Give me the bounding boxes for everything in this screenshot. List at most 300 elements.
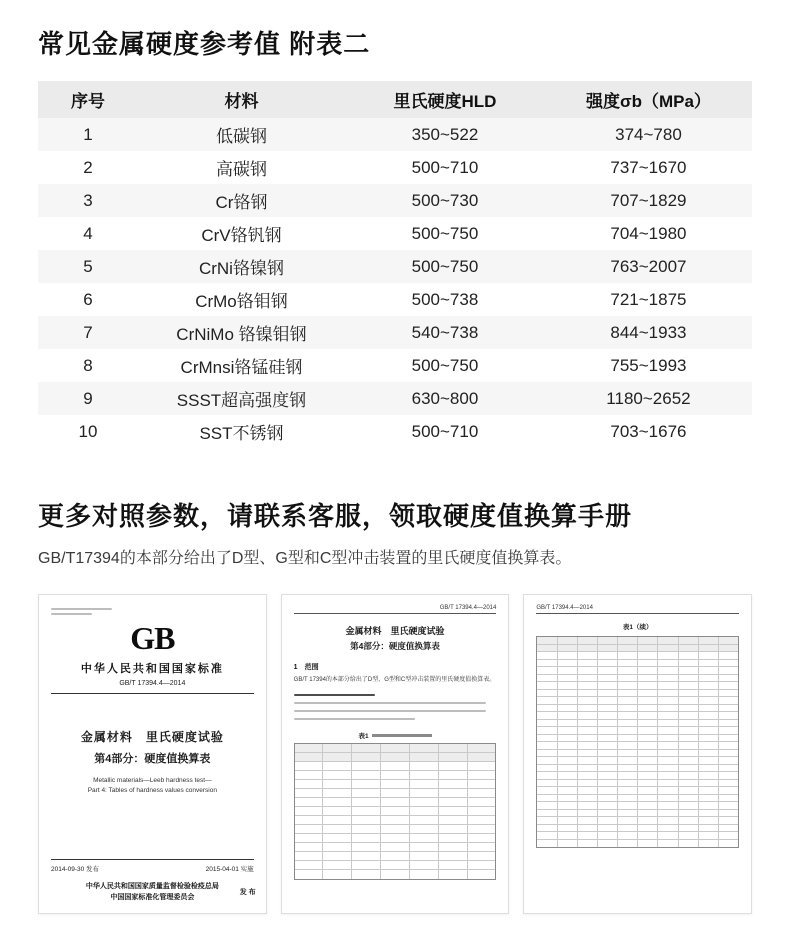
grid-cell — [598, 705, 618, 713]
grid-cell — [537, 795, 557, 803]
grid-cell — [719, 667, 738, 675]
grid-cell — [638, 742, 658, 750]
grid-cell — [439, 861, 468, 870]
cover-implement-date: 2015-04-01 实施 — [205, 865, 254, 873]
table-cell: SST不锈钢 — [138, 415, 345, 448]
grid-cell — [638, 765, 658, 773]
grid-cell — [658, 705, 678, 713]
grid-cell — [558, 667, 578, 675]
promo-heading: 更多对照参数，请联系客服，领取硬度值换算手册 — [38, 501, 633, 531]
grid-cell — [658, 795, 678, 803]
grid-row — [295, 798, 496, 807]
grid-cell — [719, 735, 738, 743]
grid-row — [537, 832, 738, 840]
grid-row — [537, 780, 738, 788]
caption-text-placeholder — [372, 734, 432, 737]
grid-cell — [679, 735, 699, 743]
grid-cell — [658, 697, 678, 705]
grid-cell — [352, 807, 381, 816]
grid-cell — [578, 660, 598, 668]
grid-cell — [699, 667, 719, 675]
grid-cell — [719, 810, 738, 818]
grid-cell — [352, 753, 381, 762]
grid-cell — [719, 637, 738, 645]
grid-row — [295, 762, 496, 771]
grid-cell — [558, 832, 578, 840]
grid-cell — [352, 852, 381, 861]
grid-cell — [381, 825, 410, 834]
grid-cell — [578, 727, 598, 735]
grid-cell — [638, 675, 658, 683]
grid-cell — [439, 771, 468, 780]
table-cell: 630~800 — [345, 382, 545, 415]
grid-row — [537, 667, 738, 675]
cover-issuer-1: 中华人民共和国国家质量监督检验检疫总局 — [85, 882, 219, 890]
grid-cell — [537, 720, 557, 728]
table-1-continued-label: 表1（续） — [622, 624, 653, 631]
grid-cell — [618, 712, 638, 720]
grid-cell — [679, 682, 699, 690]
grid-cell — [699, 705, 719, 713]
grid-cell — [638, 682, 658, 690]
grid-cell — [381, 744, 410, 753]
grid-cell — [468, 780, 496, 789]
grid-cell — [381, 798, 410, 807]
cover-title-en — [51, 776, 254, 797]
grid-cell — [537, 772, 557, 780]
grid-cell — [295, 852, 324, 861]
table-cell: 1 — [38, 118, 138, 151]
grid-cell — [658, 667, 678, 675]
grid-cell — [598, 787, 618, 795]
page-title: 常见金属硬度参考值 附表二 — [38, 29, 371, 59]
grid-cell — [295, 816, 324, 825]
grid-cell — [598, 772, 618, 780]
grid-cell — [323, 753, 352, 762]
grid-cell — [537, 727, 557, 735]
cover-title-cn-1: 金属材料 里氏硬度试验 — [80, 730, 224, 744]
grid-cell — [323, 843, 352, 852]
inner-title-cn-1: 金属材料 里氏硬度试验 — [345, 626, 445, 636]
grid-cell — [618, 765, 638, 773]
conversion-table-grid — [294, 743, 497, 880]
grid-cell — [719, 652, 738, 660]
grid-cell — [658, 637, 678, 645]
grid-cell — [558, 735, 578, 743]
cover-title-block — [51, 728, 254, 797]
grid-cell — [719, 795, 738, 803]
grid-cell — [352, 744, 381, 753]
grid-cell — [578, 795, 598, 803]
grid-row — [295, 753, 496, 762]
grid-cell — [699, 682, 719, 690]
grid-row — [537, 705, 738, 713]
grid-cell — [638, 720, 658, 728]
hardness-table-head — [38, 81, 752, 118]
grid-cell — [439, 807, 468, 816]
cover-standard-label: 中华人民共和国国家标准 — [80, 663, 224, 675]
grid-cell — [558, 637, 578, 645]
grid-cell — [719, 682, 738, 690]
grid-cell — [558, 727, 578, 735]
grid-cell — [638, 772, 658, 780]
table-cell: Cr铬钢 — [138, 184, 345, 217]
grid-cell — [719, 720, 738, 728]
grid-row — [537, 787, 738, 795]
grid-cell — [658, 727, 678, 735]
grid-cell — [323, 798, 352, 807]
grid-cell — [699, 817, 719, 825]
cover-title-en-2: Part 4: Tables of hardness values conversion — [87, 787, 217, 795]
grid-cell — [719, 780, 738, 788]
grid-cell — [323, 744, 352, 753]
grid-cell — [618, 652, 638, 660]
grid-cell — [638, 697, 658, 705]
grid-row — [295, 807, 496, 816]
grid-cell — [439, 780, 468, 789]
column-header: 里氏硬度HLD — [345, 81, 545, 118]
grid-cell — [410, 807, 439, 816]
section-1-text: GB/T 17394的本部分给出了D型、G型和C型冲击装置的里氏硬度值换算表。 — [293, 677, 496, 683]
grid-cell — [537, 787, 557, 795]
grid-cell — [410, 744, 439, 753]
grid-row — [537, 810, 738, 818]
grid-cell — [638, 810, 658, 818]
table-cell: 10 — [38, 415, 138, 448]
grid-cell — [323, 807, 352, 816]
grid-cell — [537, 765, 557, 773]
grid-cell — [658, 690, 678, 698]
grid-cell — [699, 735, 719, 743]
grid-cell — [295, 807, 324, 816]
grid-cell — [537, 705, 557, 713]
grid-cell — [699, 645, 719, 653]
cover-title-cn-2: 第4部分：硬度值换算表 — [94, 753, 211, 765]
grid-cell — [323, 816, 352, 825]
grid-cell — [578, 742, 598, 750]
grid-cell — [537, 652, 557, 660]
grid-row — [295, 780, 496, 789]
grid-row — [537, 765, 738, 773]
grid-cell — [699, 765, 719, 773]
grid-cell — [598, 667, 618, 675]
grid-cell — [578, 667, 598, 675]
grid-cell — [578, 637, 598, 645]
grid-cell — [295, 870, 324, 879]
grid-cell — [323, 825, 352, 834]
cover-issuers — [51, 881, 254, 903]
grid-cell — [323, 780, 352, 789]
grid-row — [537, 652, 738, 660]
grid-cell — [558, 705, 578, 713]
grid-cell — [352, 762, 381, 771]
grid-cell — [699, 757, 719, 765]
grid-cell — [658, 735, 678, 743]
grid-cell — [558, 712, 578, 720]
grid-cell — [679, 667, 699, 675]
grid-cell — [658, 675, 678, 683]
grid-cell — [468, 771, 496, 780]
grid-cell — [699, 720, 719, 728]
grid-cell — [439, 870, 468, 879]
grid-cell — [558, 652, 578, 660]
grid-cell — [558, 810, 578, 818]
grid-cell — [295, 861, 324, 870]
grid-cell — [699, 675, 719, 683]
table-cell: 704~1980 — [545, 217, 752, 250]
grid-cell — [578, 750, 598, 758]
grid-cell — [658, 787, 678, 795]
table-cell: 高碳钢 — [138, 151, 345, 184]
grid-cell — [658, 765, 678, 773]
grid-cell — [679, 652, 699, 660]
grid-cell — [410, 798, 439, 807]
grid-row — [537, 637, 738, 645]
grid-cell — [598, 712, 618, 720]
grid-cell — [598, 780, 618, 788]
grid-cell — [658, 817, 678, 825]
table-cell: 9 — [38, 382, 138, 415]
grid-cell — [468, 762, 496, 771]
grid-cell — [381, 771, 410, 780]
grid-row — [295, 825, 496, 834]
grid-cell — [618, 780, 638, 788]
grid-cell — [598, 750, 618, 758]
text-line — [294, 702, 487, 704]
grid-cell — [381, 762, 410, 771]
grid-cell — [598, 802, 618, 810]
grid-cell — [618, 690, 638, 698]
grid-cell — [658, 742, 678, 750]
grid-cell — [381, 861, 410, 870]
grid-cell — [323, 852, 352, 861]
column-header: 材料 — [138, 81, 345, 118]
grid-row — [295, 789, 496, 798]
grid-cell — [381, 807, 410, 816]
cover-issue-date: 2014-09-30 发布 — [51, 865, 100, 873]
grid-cell — [638, 757, 658, 765]
grid-cell — [618, 697, 638, 705]
grid-cell — [352, 825, 381, 834]
grid-cell — [558, 817, 578, 825]
grid-cell — [352, 816, 381, 825]
table-cell: 707~1829 — [545, 184, 752, 217]
grid-cell — [537, 690, 557, 698]
grid-cell — [679, 825, 699, 833]
grid-row — [537, 802, 738, 810]
grid-row — [537, 690, 738, 698]
grid-cell — [381, 852, 410, 861]
inner-title — [294, 624, 497, 652]
grid-cell — [468, 825, 496, 834]
grid-cell — [295, 753, 324, 762]
table-cell: CrV铬钒钢 — [138, 217, 345, 250]
grid-cell — [658, 825, 678, 833]
grid-cell — [578, 832, 598, 840]
grid-cell — [410, 852, 439, 861]
grid-cell — [679, 675, 699, 683]
grid-cell — [699, 697, 719, 705]
inner-title-cn-2: 第4部分：硬度值换算表 — [350, 641, 440, 651]
grid-cell — [719, 787, 738, 795]
grid-cell — [578, 712, 598, 720]
grid-cell — [679, 772, 699, 780]
grid-cell — [638, 795, 658, 803]
table-cell: CrMnsi铬锰硅钢 — [138, 349, 345, 382]
grid-cell — [578, 735, 598, 743]
grid-cell — [638, 667, 658, 675]
grid-cell — [439, 852, 468, 861]
grid-cell — [598, 652, 618, 660]
grid-cell — [352, 861, 381, 870]
grid-cell — [468, 852, 496, 861]
grid-cell — [699, 795, 719, 803]
gb-logo: GB — [130, 620, 175, 656]
grid-cell — [679, 712, 699, 720]
grid-cell — [679, 795, 699, 803]
grid-row — [295, 843, 496, 852]
grid-cell — [719, 645, 738, 653]
grid-cell — [598, 697, 618, 705]
grid-cell — [578, 757, 598, 765]
grid-cell — [439, 843, 468, 852]
grid-cell — [699, 772, 719, 780]
grid-cell — [558, 675, 578, 683]
grid-cell — [679, 742, 699, 750]
grid-cell — [618, 682, 638, 690]
grid-cell — [468, 744, 496, 753]
grid-cell — [381, 753, 410, 762]
table-cell: 755~1993 — [545, 349, 752, 382]
grid-cell — [295, 843, 324, 852]
grid-cell — [638, 652, 658, 660]
grid-cell — [618, 832, 638, 840]
grid-cell — [578, 825, 598, 833]
grid-cell — [558, 765, 578, 773]
table-1-continued-caption — [536, 622, 739, 631]
grid-cell — [381, 843, 410, 852]
table-1-caption-label: 表1 — [358, 732, 369, 740]
grid-cell — [679, 690, 699, 698]
grid-cell — [638, 645, 658, 653]
grid-cell — [537, 742, 557, 750]
grid-cell — [598, 727, 618, 735]
grid-row — [537, 757, 738, 765]
grid-cell — [719, 712, 738, 720]
grid-cell — [638, 825, 658, 833]
grid-cell — [719, 817, 738, 825]
table-row — [38, 118, 752, 151]
grid-cell — [658, 772, 678, 780]
grid-cell — [618, 750, 638, 758]
table-cell: 721~1875 — [545, 283, 752, 316]
grid-cell — [578, 697, 598, 705]
grid-cell — [719, 697, 738, 705]
grid-cell — [618, 705, 638, 713]
grid-cell — [618, 660, 638, 668]
grid-cell — [468, 798, 496, 807]
grid-cell — [381, 789, 410, 798]
grid-cell — [719, 742, 738, 750]
grid-cell — [618, 637, 638, 645]
grid-cell — [537, 697, 557, 705]
grid-cell — [679, 817, 699, 825]
grid-cell — [719, 727, 738, 735]
grid-cell — [468, 816, 496, 825]
grid-cell — [598, 637, 618, 645]
column-header: 强度σb（MPa） — [545, 81, 752, 118]
grid-cell — [537, 660, 557, 668]
table-cell: CrNiMo 铬镍钼钢 — [138, 316, 345, 349]
grid-cell — [598, 645, 618, 653]
grid-cell — [578, 682, 598, 690]
table-row — [38, 316, 752, 349]
grid-cell — [638, 712, 658, 720]
page-header-code: GB/T 17394.4—2014 — [294, 605, 497, 614]
grid-row — [295, 816, 496, 825]
grid-cell — [352, 798, 381, 807]
grid-cell — [658, 832, 678, 840]
grid-cell — [638, 705, 658, 713]
table-cell: SSST超高强度钢 — [138, 382, 345, 415]
doc-table-page — [523, 594, 752, 914]
grid-cell — [618, 810, 638, 818]
grid-cell — [598, 817, 618, 825]
grid-cell — [638, 802, 658, 810]
grid-cell — [719, 825, 738, 833]
grid-cell — [352, 780, 381, 789]
grid-cell — [679, 787, 699, 795]
grid-cell — [558, 660, 578, 668]
grid-cell — [658, 720, 678, 728]
table-cell: 2 — [38, 151, 138, 184]
table-cell: 500~730 — [345, 184, 545, 217]
grid-cell — [295, 825, 324, 834]
grid-cell — [381, 816, 410, 825]
grid-cell — [618, 795, 638, 803]
grid-cell — [295, 771, 324, 780]
grid-cell — [439, 798, 468, 807]
grid-cell — [578, 810, 598, 818]
grid-cell — [719, 750, 738, 758]
hardness-table-body — [38, 118, 752, 448]
grid-cell — [638, 727, 658, 735]
grid-cell — [618, 645, 638, 653]
grid-row — [537, 772, 738, 780]
grid-cell — [410, 870, 439, 879]
grid-cell — [537, 750, 557, 758]
table-row — [38, 250, 752, 283]
grid-cell — [323, 861, 352, 870]
grid-cell — [699, 637, 719, 645]
grid-cell — [352, 834, 381, 843]
grid-cell — [410, 825, 439, 834]
table-cell: 7 — [38, 316, 138, 349]
grid-cell — [679, 840, 699, 848]
grid-cell — [295, 789, 324, 798]
grid-cell — [439, 744, 468, 753]
grid-cell — [699, 690, 719, 698]
grid-cell — [699, 810, 719, 818]
grid-cell — [468, 861, 496, 870]
grid-cell — [638, 750, 658, 758]
conversion-table-grid-continued — [536, 636, 739, 848]
grid-cell — [558, 645, 578, 653]
grid-row — [537, 682, 738, 690]
grid-cell — [410, 861, 439, 870]
grid-cell — [598, 682, 618, 690]
grid-row — [295, 834, 496, 843]
